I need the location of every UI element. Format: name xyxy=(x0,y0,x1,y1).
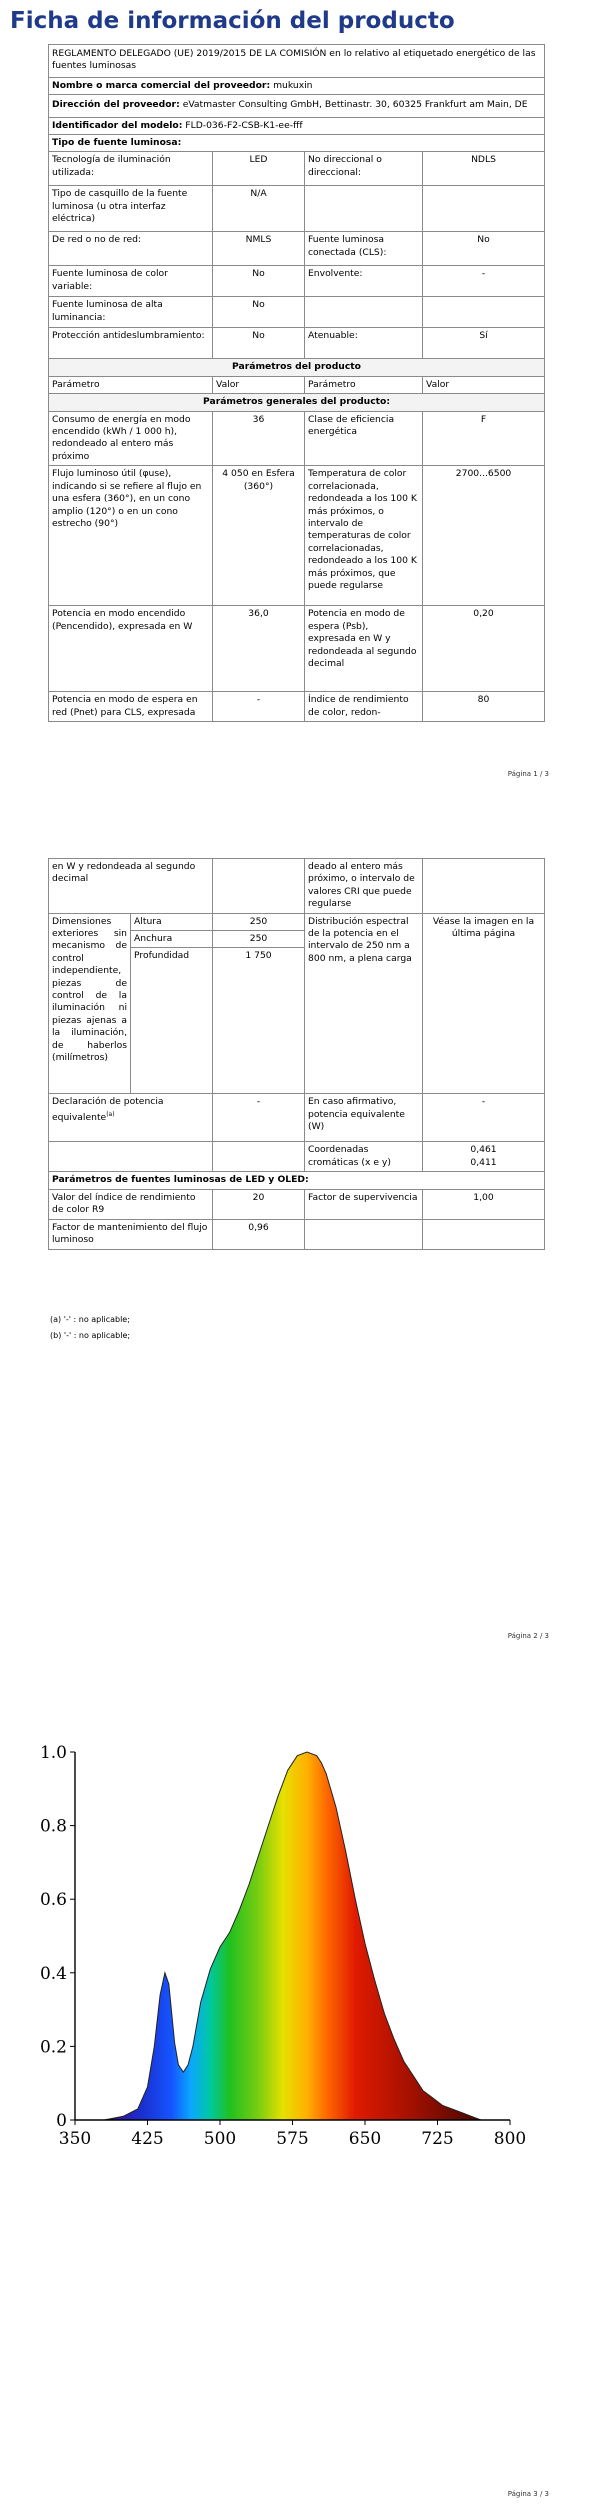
type-value: No xyxy=(213,328,305,359)
page-number: Página 1 / 3 xyxy=(507,770,549,778)
param-value xyxy=(213,859,305,914)
model-row xyxy=(49,117,545,134)
param-value: 0,20 xyxy=(423,606,545,692)
page-title: Ficha de información del producto xyxy=(10,8,455,34)
param-label: Clase de eficiencia energética xyxy=(305,411,423,466)
param-label: Coordenadas cromáticas (x e y) xyxy=(305,1142,423,1172)
address-label: Dirección del proveedor: xyxy=(52,99,180,111)
table-row xyxy=(49,1142,545,1172)
param-value xyxy=(423,1219,545,1249)
type-label: No direccional o direccional: xyxy=(305,152,423,186)
footnote-ref: (a) xyxy=(106,1110,115,1118)
table-row xyxy=(49,1219,545,1249)
param-label: En caso afirmativo, potencia equivalente (W) xyxy=(305,1094,423,1142)
table-row xyxy=(49,186,545,232)
supplier-value: mukuxin xyxy=(273,79,313,91)
param-value xyxy=(423,859,545,914)
param-label: Índice de rendimiento de color, redon- xyxy=(305,692,423,722)
type-label xyxy=(305,186,423,232)
type-label: De red o no de red: xyxy=(49,232,213,266)
supplier-label: Nombre o marca comercial del proveedor: xyxy=(52,79,271,91)
general-params-header: Parámetros generales del producto: xyxy=(49,394,545,411)
x-tick-label: 575 xyxy=(276,2129,309,2149)
param-value: 4 050 en Esfera (360°) xyxy=(213,466,305,606)
param-label xyxy=(49,1094,213,1142)
coord-x: 0,461 xyxy=(470,1144,497,1156)
table-row xyxy=(49,606,545,692)
table-row xyxy=(49,692,545,722)
dimension-value: 250 xyxy=(213,913,305,930)
x-tick-label: 500 xyxy=(203,2129,237,2149)
spectral-value: Véase la imagen en la última página xyxy=(423,913,545,1094)
param-value: 2700...6500 xyxy=(423,466,545,606)
dimensions-label: Dimensiones exteriores sin mecanismo de control independiente, piezas de control de la iluminación ni piezas ajenas a la iluminación, de haberlos (milímetros) xyxy=(49,913,131,1094)
type-label: Fuente luminosa de alta luminancia: xyxy=(49,297,213,328)
table-row xyxy=(49,232,545,266)
product-info-table xyxy=(48,44,545,722)
spectrum-area xyxy=(104,1752,491,2120)
type-label: Fuente luminosa de color variable: xyxy=(49,266,213,297)
page-3 xyxy=(0,1660,591,2510)
type-header: Tipo de fuente luminosa: xyxy=(49,135,545,152)
regulation-text: REGLAMENTO DELEGADO (UE) 2019/2015 DE LA COMISIÓN en lo relativo al etiquetado energético de las fuentes luminosas xyxy=(49,45,545,78)
dimension-name: Anchura xyxy=(131,931,213,948)
param-value xyxy=(213,1142,305,1172)
param-value: 20 xyxy=(213,1189,305,1219)
param-label: deado al entero más próximo, o intervalo de valores CRI que puede regularse xyxy=(305,859,423,914)
params-header: Parámetros del producto xyxy=(49,359,545,376)
type-label: Fuente luminosa conectada (CLS): xyxy=(305,232,423,266)
type-value: No xyxy=(213,266,305,297)
supplier-row xyxy=(49,77,545,94)
y-tick-label: 0.8 xyxy=(39,1816,67,1837)
x-tick-label: 725 xyxy=(421,2129,454,2149)
dimension-name: Profundidad xyxy=(131,948,213,1094)
param-value: 1,00 xyxy=(423,1189,545,1219)
param-label: Potencia en modo de espera en red (Pnet) para CLS, expresada xyxy=(49,692,213,722)
declaration-label: Declaración de potencia equivalente xyxy=(52,1096,164,1123)
dimension-name: Altura xyxy=(131,913,213,930)
footnote: (a) '-' : no aplicable; xyxy=(50,1315,130,1324)
address-row xyxy=(49,95,545,117)
type-label: Tecnología de iluminación utilizada: xyxy=(49,152,213,186)
param-value: 36,0 xyxy=(213,606,305,692)
led-params-header: Parámetros de fuentes luminosas de LED y OLED: xyxy=(49,1172,545,1189)
param-value: F xyxy=(423,411,545,466)
type-value: Sí xyxy=(423,328,545,359)
page-2 xyxy=(0,800,591,1660)
dimension-value: 1 750 xyxy=(213,948,305,1094)
param-label: en W y redondeada al segundo decimal xyxy=(49,859,213,914)
param-label: Temperatura de color correlacionada, redondeada a los 100 K más próximos, o intervalo de temperaturas de color correlacionadas, redondeado a los 100 K más próximos, que puede regularse xyxy=(305,466,423,606)
type-value: N/A xyxy=(213,186,305,232)
column-header-row xyxy=(49,376,545,393)
table-row xyxy=(49,411,545,466)
type-label: Envolvente: xyxy=(305,266,423,297)
x-tick-label: 425 xyxy=(131,2129,164,2149)
param-value xyxy=(423,1142,545,1172)
y-tick-label: 0.4 xyxy=(39,1963,67,1984)
y-tick-label: 0.2 xyxy=(39,2037,67,2058)
type-value: LED xyxy=(213,152,305,186)
table-row xyxy=(49,266,545,297)
x-tick-label: 650 xyxy=(348,2129,382,2149)
page-1 xyxy=(0,0,591,800)
type-value: - xyxy=(423,266,545,297)
param-label: Flujo luminoso útil (φuse), indicando si se refiere al flujo en una esfera (360°), en un cono amplio (120°) o en un cono estrecho (90°) xyxy=(49,466,213,606)
page-number: Página 2 / 3 xyxy=(507,1632,549,1640)
type-label xyxy=(305,297,423,328)
y-tick-label: 1.0 xyxy=(39,1743,67,1763)
spectrum-chart xyxy=(30,1740,550,2160)
table-row xyxy=(49,859,545,914)
param-value: 0,96 xyxy=(213,1219,305,1249)
column-header: Parámetro xyxy=(305,376,423,393)
table-row xyxy=(49,152,545,186)
x-tick-label: 800 xyxy=(493,2129,527,2149)
type-value xyxy=(423,297,545,328)
model-label: Identificador del modelo: xyxy=(52,119,183,131)
model-value: FLD-036-F2-CSB-K1-ee-fff xyxy=(185,119,303,131)
column-header: Valor xyxy=(423,376,545,393)
address-value: eVatmaster Consulting GmbH, Bettinastr. 30, 60325 Frankfurt am Main, DE xyxy=(182,99,528,111)
type-label: Atenuable: xyxy=(305,328,423,359)
table-row xyxy=(49,913,545,930)
type-value: NMLS xyxy=(213,232,305,266)
param-label: Factor de supervivencia xyxy=(305,1189,423,1219)
param-label: Potencia en modo de espera (Psb), expresada en W y redondeada al segundo decimal xyxy=(305,606,423,692)
param-value: 36 xyxy=(213,411,305,466)
footnote: (b) '-' : no aplicable; xyxy=(50,1331,131,1340)
column-header: Valor xyxy=(213,376,305,393)
param-value: 80 xyxy=(423,692,545,722)
type-label: Protección antideslumbramiento: xyxy=(49,328,213,359)
table-row xyxy=(49,328,545,359)
type-value xyxy=(423,186,545,232)
param-label xyxy=(49,1142,213,1172)
column-header: Parámetro xyxy=(49,376,213,393)
param-label: Consumo de energía en modo encendido (kWh / 1 000 h), redondeado al entero más próximo xyxy=(49,411,213,466)
param-label: Valor del índice de rendimiento de color R9 xyxy=(49,1189,213,1219)
param-value: - xyxy=(423,1094,545,1142)
footnotes xyxy=(50,1312,130,1344)
param-value: - xyxy=(213,1094,305,1142)
type-label: Tipo de casquillo de la fuente luminosa (u otra interfaz eléctrica) xyxy=(49,186,213,232)
coord-y: 0,411 xyxy=(470,1156,497,1168)
x-tick-label: 350 xyxy=(58,2129,92,2149)
param-value: - xyxy=(213,692,305,722)
type-value: No xyxy=(213,297,305,328)
table-row xyxy=(49,1094,545,1142)
table-row xyxy=(49,1189,545,1219)
table-row xyxy=(49,297,545,328)
param-label: Factor de mantenimiento del flujo luminoso xyxy=(49,1219,213,1249)
spectral-label: Distribución espectral de la potencia en el intervalo de 250 nm a 800 nm, a plena carga xyxy=(305,913,423,1094)
type-value: No xyxy=(423,232,545,266)
y-tick-label: 0 xyxy=(56,2111,67,2131)
y-tick-label: 0.6 xyxy=(39,1890,67,1911)
type-value: NDLS xyxy=(423,152,545,186)
dimension-value: 250 xyxy=(213,931,305,948)
param-label: Potencia en modo encendido (Pencendido), expresada en W xyxy=(49,606,213,692)
product-info-table-continued xyxy=(48,858,545,1250)
table-row xyxy=(49,466,545,606)
page-number: Página 3 / 3 xyxy=(507,2490,549,2498)
param-label xyxy=(305,1219,423,1249)
